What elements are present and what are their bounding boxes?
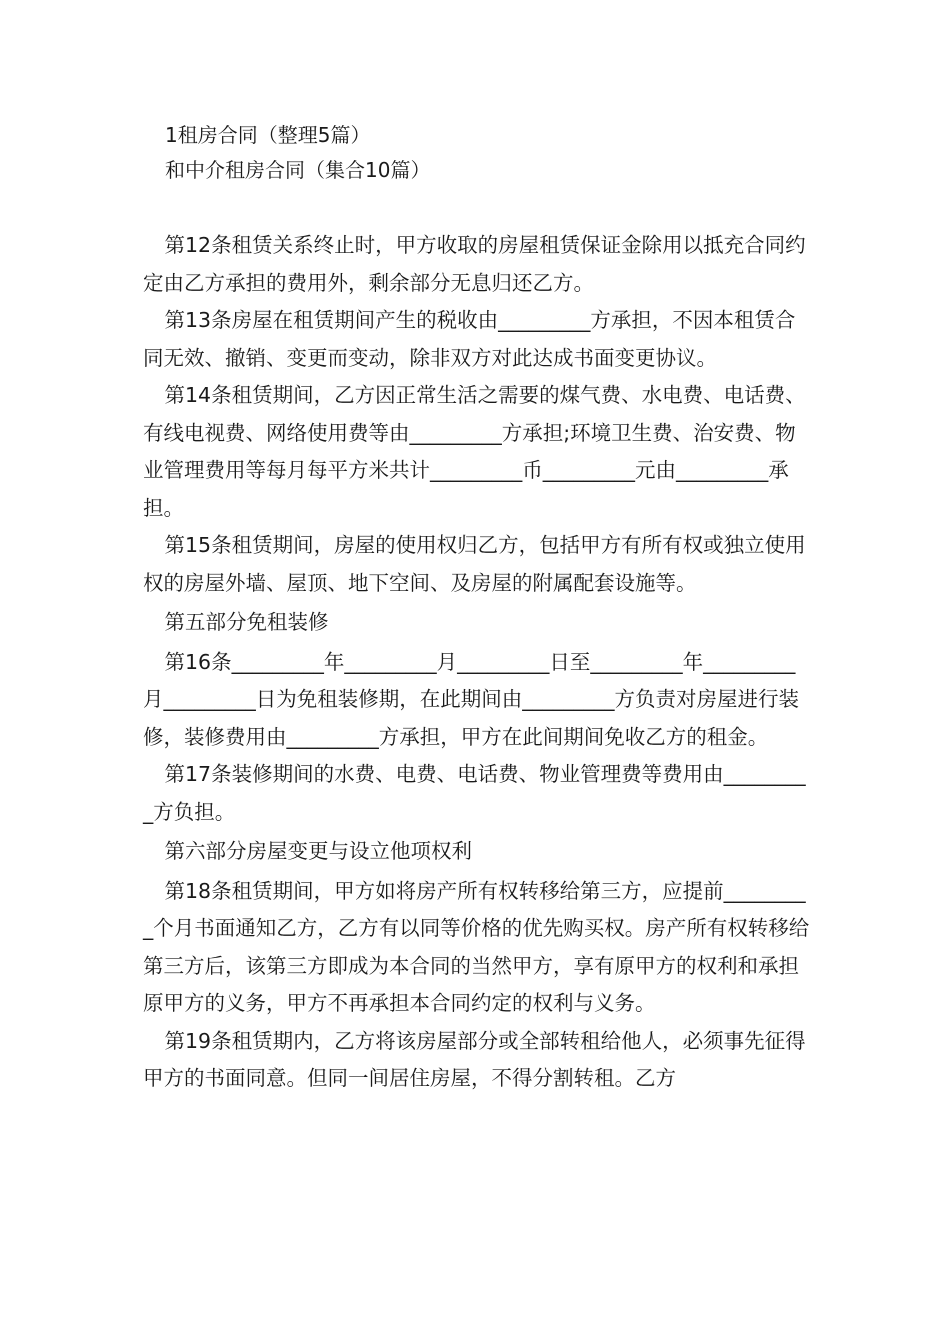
clause-18: 第18条租赁期间，甲方如将房产所有权转移给第三方，应提前_________个月书面通知乙方，乙方有以同等价格的优先购买权。房产所有权转移给第三方后，该第三方即成为本合同的当然甲方，享有原甲方的权利和承担原甲方的义务，甲方不再承担本合同约定的权利与义务。	[143, 878, 810, 1015]
document-title: 1租房合同（整理5篇）	[165, 123, 371, 147]
clause-14: 第14条租赁期间，乙方因正常生活之需要的煤气费、水电费、电话费、有线电视费、网络使用费等由_________方承担;环境卫生费、治安费、物业管理费用等每月每平方米共计_________币_________元由_________承担。	[143, 383, 806, 520]
document-header	[165, 118, 825, 188]
clause-16: 第16条_________年_________月_________日至_________年_________月_________日为免租装修期，在此期间由_________方负责对房屋进行装修，装修费用由_________方承担，甲方在此间期间免收乙方的租金。	[143, 649, 799, 749]
document-body	[143, 227, 811, 1098]
clause-15: 第15条租赁期间，房屋的使用权归乙方，包括甲方有所有权或独立使用权的房屋外墙、屋顶、地下空间、及房屋的附属配套设施等。	[143, 533, 806, 595]
clause-12: 第12条租赁关系终止时，甲方收取的房屋租赁保证金除用以抵充合同约定由乙方承担的费用外，剩余部分无息归还乙方。	[143, 233, 806, 295]
clause-19: 第19条租赁期内，乙方将该房屋部分或全部转租给他人，必须事先征得甲方的书面同意。但同一间居住房屋，不得分割转租。乙方	[143, 1028, 806, 1090]
clause-17: 第17条装修期间的水费、电费、电话费、物业管理费等费用由_________方负担。	[143, 762, 806, 824]
section-heading-part-5: 第五部分免租装修	[164, 610, 329, 634]
document-subtitle: 和中介租房合同（集合10篇）	[165, 158, 431, 182]
clause-13: 第13条房屋在租赁期间产生的税收由_________方承担，不因本租赁合同无效、撤销、变更而变动，除非双方对此达成书面变更协议。	[143, 308, 796, 370]
section-heading-part-6: 第六部分房屋变更与设立他项权利	[164, 839, 473, 863]
